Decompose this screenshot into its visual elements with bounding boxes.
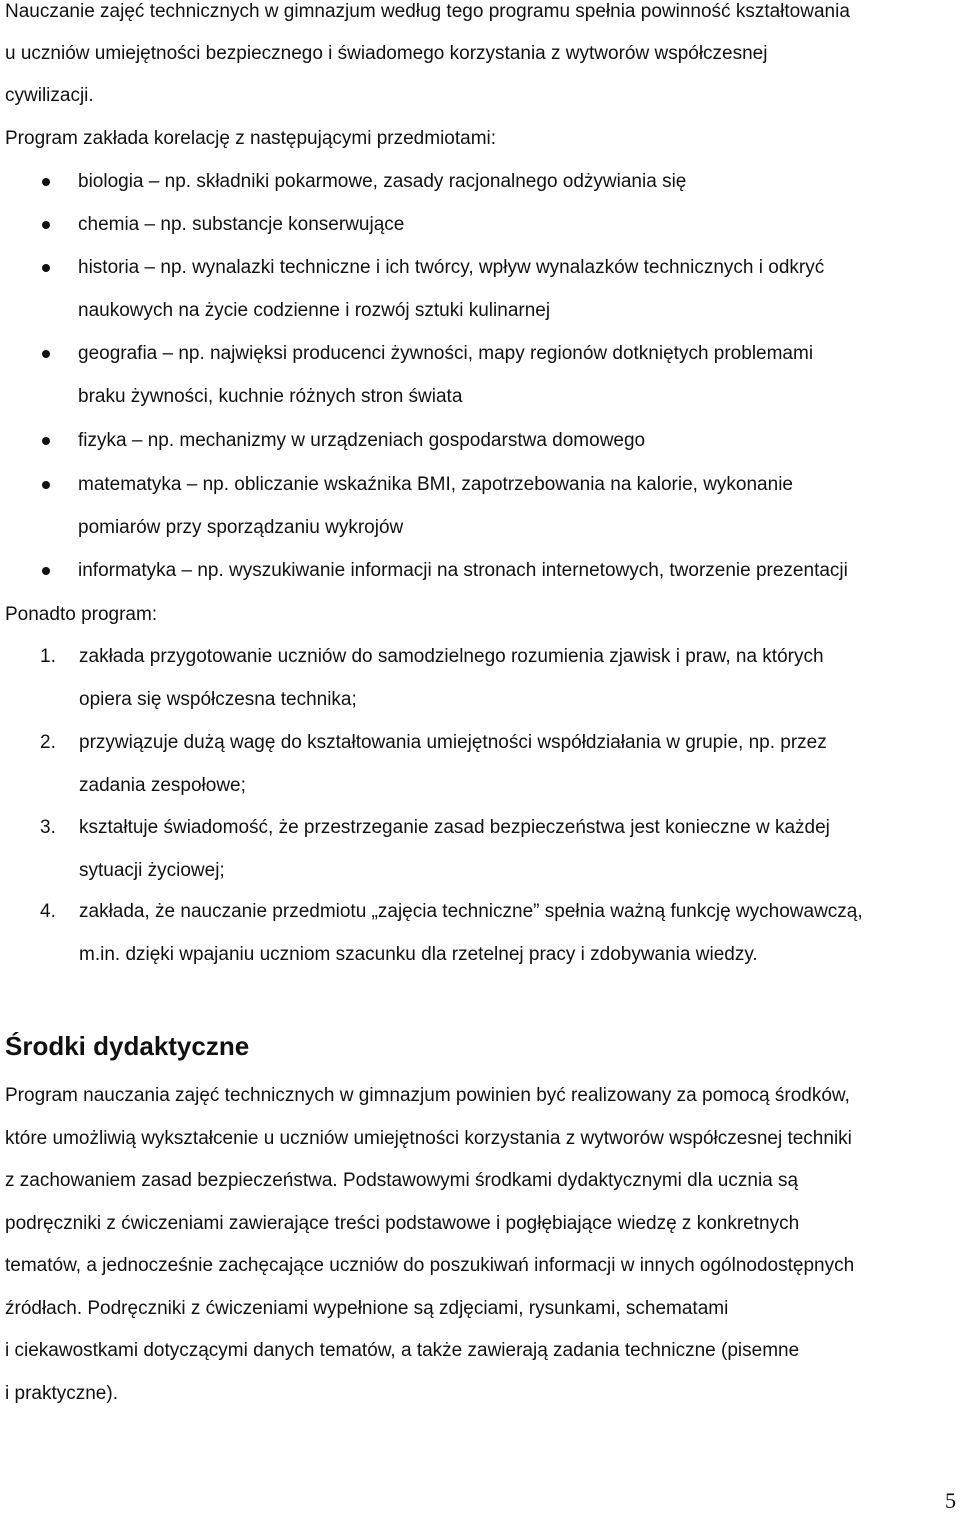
bullet-dot-icon [42, 178, 50, 186]
item-number: 1. [40, 646, 56, 667]
item-text-continued: zadania zespołowe; [79, 775, 246, 796]
bullet-dot-icon [42, 437, 50, 445]
bullet-dot-icon [42, 350, 50, 358]
item-text: zakłada przygotowanie uczniów do samodzielnego rozumienia zjawisk i praw, na których [79, 646, 824, 667]
intro-line-3: cywilizacji. [5, 85, 94, 106]
intro-line-2: u uczniów umiejętności bezpiecznego i świadomego korzystania z wytworów współczesnej [5, 43, 768, 64]
section-heading: Środki dydaktyczne [5, 1031, 250, 1061]
bullet-dot-icon [42, 264, 50, 272]
bullet-dot-icon [42, 567, 50, 575]
item-text: przywiązuje dużą wagę do kształtowania umiejętności współdziałania w grupie, np. przez [79, 732, 827, 753]
paragraph-line-6: źródłach. Podręczniki z ćwiczeniami wypełnione są zdjęciami, rysunkami, schematami [5, 1298, 729, 1319]
bullet-text-continued: naukowych na życie codzienne i rozwój sztuki kulinarnej [78, 300, 551, 321]
bullet-text: matematyka – np. obliczanie wskaźnika BMI, zapotrzebowania na kalorie, wykonanie [78, 474, 793, 495]
paragraph-line-4: podręczniki z ćwiczeniami zawierające treści podstawowe i pogłębiające wiedzę z konkretnych [5, 1213, 800, 1234]
bullet-text: biologia – np. składniki pokarmowe, zasady racjonalnego odżywiania się [78, 171, 687, 192]
intro-line-1: Nauczanie zajęć technicznych w gimnazjum według tego programu spełnia powinność kształtowania [5, 1, 850, 22]
correlation-intro: Program zakłada korelację z następującymi przedmiotami: [5, 128, 497, 149]
bullet-text: chemia – np. substancje konserwujące [78, 214, 405, 235]
item-number: 4. [40, 901, 56, 922]
item-number: 3. [40, 817, 56, 838]
paragraph-line-8: i praktyczne). [5, 1383, 118, 1404]
item-number: 2. [40, 732, 56, 753]
bullet-text-continued: braku żywności, kuchnie różnych stron świata [78, 386, 463, 407]
paragraph-line-5: tematów, a jednocześnie zachęcające uczniów do poszukiwań informacji w innych ogólnodostępnych [5, 1255, 855, 1276]
item-text-continued: m.in. dzięki wpajaniu uczniom szacunku dla rzetelnej pracy i zdobywania wiedzy. [79, 944, 758, 965]
item-text-continued: opiera się współczesna technika; [79, 689, 357, 710]
paragraph-line-2: które umożliwią wykształcenie u uczniów umiejętności korzystania z wytworów współczesnej techniki [5, 1128, 852, 1149]
paragraph-line-3: z zachowaniem zasad bezpieczeństwa. Podstawowymi środkami dydaktycznymi dla ucznia są [5, 1170, 799, 1191]
ponadto-label: Ponadto program: [5, 604, 158, 625]
bullet-text: fizyka – np. mechanizmy w urządzeniach gospodarstwa domowego [78, 430, 646, 451]
bullet-dot-icon [42, 221, 50, 229]
page-number: 5 [945, 1488, 956, 1513]
paragraph-line-1: Program nauczania zajęć technicznych w gimnazjum powinien być realizowany za pomocą środków, [5, 1085, 850, 1106]
bullet-dot-icon [42, 481, 50, 489]
item-text: kształtuje świadomość, że przestrzeganie zasad bezpieczeństwa jest konieczne w każdej [79, 817, 830, 838]
bullet-text: geografia – np. najwięksi producenci żywności, mapy regionów dotkniętych problemami [78, 343, 814, 364]
bullet-text: historia – np. wynalazki techniczne i ich twórcy, wpływ wynalazków technicznych i odkryć [78, 257, 825, 278]
item-text: zakłada, że nauczanie przedmiotu „zajęcia techniczne” spełnia ważną funkcję wychowawczą, [79, 901, 863, 922]
bullet-text-continued: pomiarów przy sporządzaniu wykrojów [78, 517, 404, 538]
bullet-text: informatyka – np. wyszukiwanie informacji na stronach internetowych, tworzenie prezentacji [78, 560, 848, 581]
item-text-continued: sytuacji życiowej; [79, 860, 225, 881]
paragraph-line-7: i ciekawostkami dotyczącymi danych tematów, a także zawierają zadania techniczne (pisemne [5, 1340, 800, 1361]
